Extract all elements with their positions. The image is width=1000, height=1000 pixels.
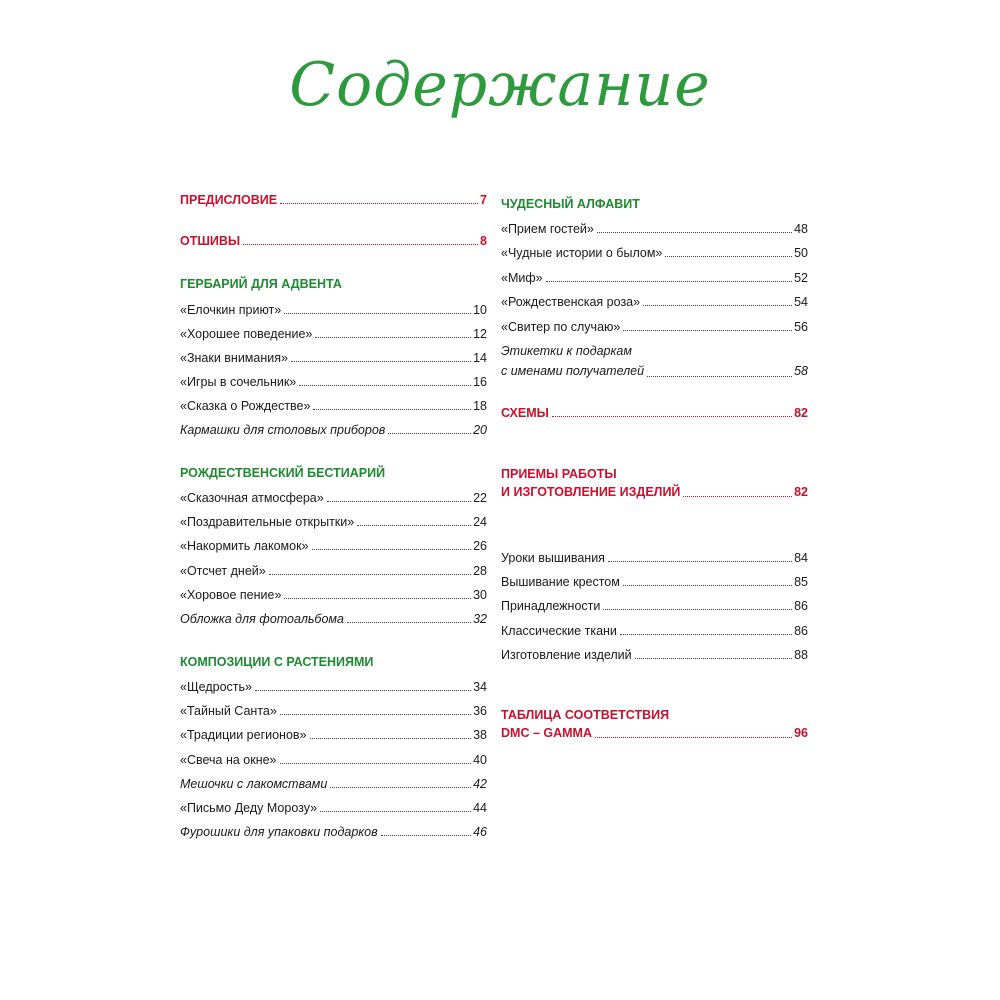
toc-entry[interactable]: «Свитер по случаю» 56 bbox=[501, 320, 808, 334]
toc-entry-techniques[interactable]: ПРИЕМЫ РАБОТЫ И ИЗГОТОВЛЕНИЕ ИЗДЕЛИЙ 82 bbox=[501, 467, 808, 499]
dot-leader bbox=[291, 361, 471, 362]
dot-leader bbox=[320, 811, 471, 812]
toc-entry[interactable]: «Традиции регионов» 38 bbox=[180, 728, 487, 742]
toc-entry[interactable]: «Хоровое пение» 30 bbox=[180, 588, 487, 602]
dot-leader bbox=[243, 244, 478, 245]
dot-leader bbox=[643, 305, 792, 306]
toc-entry[interactable]: «Хорошее поведение» 12 bbox=[180, 327, 487, 341]
toc-entry[interactable]: «Поздравительные открытки» 24 bbox=[180, 515, 487, 529]
dot-leader bbox=[299, 385, 471, 386]
toc-entry[interactable]: «Щедрость» 34 bbox=[180, 680, 487, 694]
dot-leader bbox=[330, 787, 471, 788]
dot-leader bbox=[683, 496, 792, 497]
dot-leader bbox=[357, 525, 471, 526]
dot-leader bbox=[388, 433, 471, 434]
dot-leader bbox=[327, 501, 471, 502]
dot-leader bbox=[284, 598, 471, 599]
dot-leader bbox=[381, 835, 471, 836]
toc-entry[interactable]: «Прием гостей» 48 bbox=[501, 222, 808, 236]
toc-entry[interactable]: «Сказка о Рождестве» 18 bbox=[180, 399, 487, 413]
dot-leader bbox=[597, 232, 792, 233]
toc-entry[interactable]: «Игры в сочельник» 16 bbox=[180, 375, 487, 389]
dot-leader bbox=[310, 738, 472, 739]
dot-leader bbox=[280, 203, 478, 204]
dot-leader bbox=[623, 585, 792, 586]
dot-leader bbox=[255, 690, 471, 691]
dot-leader bbox=[603, 609, 792, 610]
toc-entry[interactable]: Вышивание крестом 85 bbox=[501, 575, 808, 589]
toc-entry[interactable]: «Знаки внимания» 14 bbox=[180, 351, 487, 365]
toc-entry-reviews[interactable]: ОТШИВЫ 8 bbox=[180, 234, 487, 248]
toc-entry[interactable]: Кармашки для столовых приборов 20 bbox=[180, 423, 487, 437]
dot-leader bbox=[620, 634, 792, 635]
toc-entry[interactable]: Мешочки с лакомствами 42 bbox=[180, 777, 487, 791]
toc-entry[interactable]: Обложка для фотоальбома 32 bbox=[180, 612, 487, 626]
section-heading-alphabet: ЧУДЕСНЫЙ АЛФАВИТ bbox=[501, 197, 640, 211]
dot-leader bbox=[315, 337, 471, 338]
dot-leader bbox=[269, 574, 471, 575]
dot-leader bbox=[284, 313, 471, 314]
dot-leader bbox=[313, 409, 471, 410]
section-heading-compositions: КОМПОЗИЦИИ С РАСТЕНИЯМИ bbox=[180, 655, 374, 669]
toc-entry[interactable]: Классические ткани 86 bbox=[501, 624, 808, 638]
dot-leader bbox=[552, 416, 792, 417]
dot-leader bbox=[347, 622, 471, 623]
toc-entry[interactable]: «Рождественская роза» 54 bbox=[501, 295, 808, 309]
toc-entry[interactable]: «Елочкин приют» 10 bbox=[180, 303, 487, 317]
dot-leader bbox=[312, 549, 472, 550]
toc-entry[interactable]: «Свеча на окне» 40 bbox=[180, 753, 487, 767]
dot-leader bbox=[647, 376, 792, 377]
toc-entry[interactable]: «Отсчет дней» 28 bbox=[180, 564, 487, 578]
toc-entry[interactable]: «Сказочная атмосфера» 22 bbox=[180, 491, 487, 505]
toc-entry-conversion-table[interactable]: ТАБЛИЦА СООТВЕТСТВИЯ DMC – GAMMA 96 bbox=[501, 708, 808, 740]
toc-entry[interactable]: «Миф» 52 bbox=[501, 271, 808, 285]
dot-leader bbox=[608, 561, 792, 562]
dot-leader bbox=[635, 658, 792, 659]
dot-leader bbox=[623, 330, 792, 331]
toc-entry-schemes[interactable]: СХЕМЫ 82 bbox=[501, 406, 808, 420]
dot-leader bbox=[280, 763, 472, 764]
dot-leader bbox=[595, 737, 792, 738]
section-heading-bestiary: РОЖДЕСТВЕНСКИЙ БЕСТИАРИЙ bbox=[180, 466, 386, 480]
toc-entry-gift-labels[interactable]: Этикетки к подаркам с именами получателей 58 bbox=[501, 344, 808, 378]
toc-entry[interactable]: Изготовление изделий 88 bbox=[501, 648, 808, 662]
toc-entry[interactable]: «Письмо Деду Морозу» 44 bbox=[180, 801, 487, 815]
toc-entry[interactable]: Уроки вышивания 84 bbox=[501, 551, 808, 565]
section-heading-herbarium: ГЕРБАРИЙ ДЛЯ АДВЕНТА bbox=[180, 277, 342, 291]
toc-entry-preface[interactable]: ПРЕДИСЛОВИЕ 7 bbox=[180, 193, 487, 207]
toc-entry[interactable]: «Тайный Санта» 36 bbox=[180, 704, 487, 718]
dot-leader bbox=[280, 714, 471, 715]
toc-entry[interactable]: «Накормить лакомок» 26 bbox=[180, 539, 487, 553]
dot-leader bbox=[546, 281, 793, 282]
toc-entry[interactable]: Фурошики для упаковки подарков 46 bbox=[180, 825, 487, 839]
dot-leader bbox=[665, 256, 792, 257]
page-title: Содержание bbox=[289, 50, 711, 120]
toc-entry[interactable]: «Чудные истории о былом» 50 bbox=[501, 246, 808, 260]
toc-entry[interactable]: Принадлежности 86 bbox=[501, 599, 808, 613]
